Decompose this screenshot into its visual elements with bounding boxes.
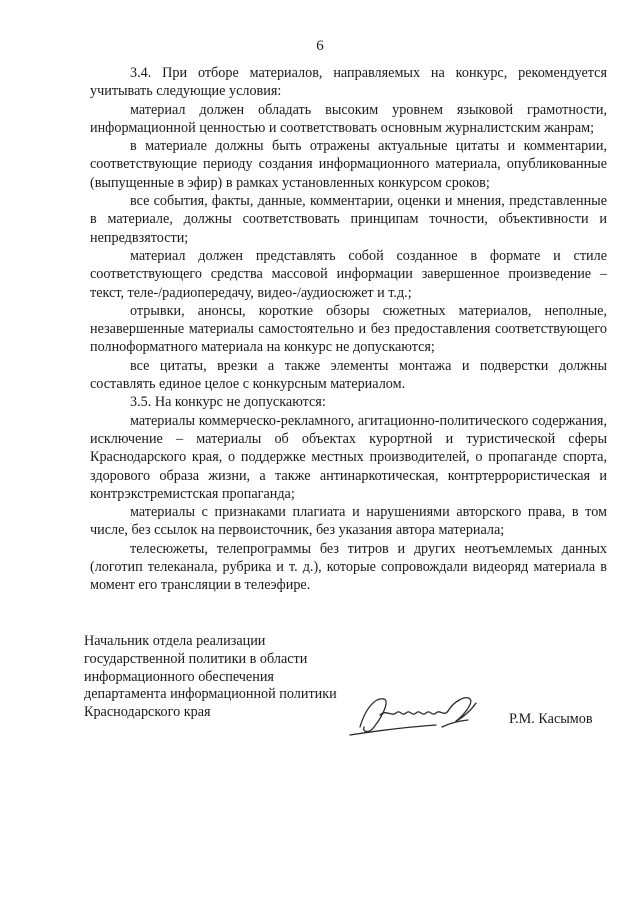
signatory-position-line: Краснодарского края (84, 704, 211, 721)
paragraph-3-5-intro: 3.5. На конкурс не допускаются: (130, 394, 326, 411)
signature-block (84, 633, 614, 743)
document-body (90, 64, 607, 595)
signatory-position-line: Начальник отдела реализации (84, 633, 266, 649)
signatory-position (84, 633, 374, 722)
paragraph-commercial-political: материалы коммерческо-рекламного, агитационно-политического содержания, исключение – материалы об объектах курортной и туристической сферы Краснодарского края, о поддержке местных производителей, о пропаганде спорта, здорового образа жизни, а также антинаркотическая, контртеррористическая и контрэкстремистская пропаганда; (90, 412, 607, 502)
paragraph-editing-elements: все цитаты, врезки а также элементы монтажа и подверстки должны составлять единое целое с конкурсным материалом. (90, 357, 607, 393)
signatory-name: Р.М. Касымов (509, 711, 593, 727)
paragraph-accuracy: все события, факты, данные, комментарии, оценки и мнения, представленные в материале, должны соответствовать принципам точности, объективности и непредвзятости; (90, 193, 607, 246)
paragraph-plagiarism: материалы с признаками плагиата и нарушениями авторского права, в том числе, без ссылок на первоисточник, без указания автора материала; (90, 504, 607, 539)
signatory-position-line: департамента информационной политики (84, 686, 337, 703)
paragraph-language-quality: материал должен обладать высоким уровнем языковой грамотности, информационной ценностью и соответствовать основным журналистским жанрам; (90, 101, 607, 136)
signatory-position-line: государственной политики в области (84, 650, 308, 667)
paragraph-tv-stories: телесюжеты, телепрограммы без титров и других неотъемлемых данных (логотип телеканала, рубрика и т. д.), которые сопровождали видеоряд материала в момент его трансляции в телеэфире. (90, 540, 607, 594)
paragraph-quotes-comments: в материале должны быть отражены актуальные цитаты и комментарии, соответствующие периоду создания информационного материала, опубликованные (выпущенные в эфир) в рамках установленных конкурсом сроков; (90, 138, 607, 191)
paragraph-3-4-intro: 3.4. При отборе материалов, направляемых на конкурс, рекомендуется учитывать следующие условия: (90, 65, 607, 100)
signatory-position-line: информационного обеспечения (84, 668, 274, 685)
paragraph-format-style: материал должен представлять собой созданное в формате и стиле соответствующего средства массовой информации завершенное произведение – текст, теле-/радиопередачу, видео-/аудиосюжет и т.д.; (90, 247, 607, 301)
paragraph-incomplete-materials: отрывки, анонсы, короткие обзоры сюжетных материалов, неполные, незавершенные материалы самостоятельно и без предоставления соответствующего полноформатного материала на конкурс не допускаются; (90, 302, 607, 356)
handwritten-signature (346, 687, 486, 741)
page-number: 6 (316, 38, 324, 54)
